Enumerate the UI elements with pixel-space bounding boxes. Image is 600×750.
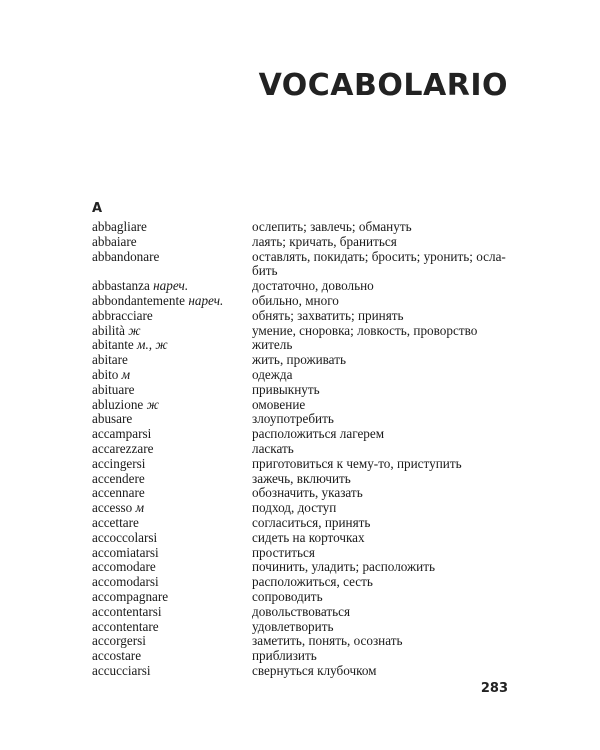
vocab-entry xyxy=(92,398,512,413)
vocab-term: abilità xyxy=(92,322,125,338)
vocabulary-list xyxy=(92,220,512,679)
vocab-term: abusare xyxy=(92,411,133,427)
vocab-entry xyxy=(92,324,512,339)
vocab-term: accarezzare xyxy=(92,440,154,456)
vocab-definition: приготовиться к чему-то, приступить xyxy=(252,455,462,471)
vocab-entry xyxy=(92,560,512,575)
vocab-term: accingersi xyxy=(92,455,146,471)
vocab-term: abito xyxy=(92,366,119,382)
page-title: VOCABOLARIO xyxy=(258,68,508,103)
vocab-entry xyxy=(92,250,512,280)
vocab-entry xyxy=(92,220,512,235)
vocab-entry xyxy=(92,279,512,294)
vocab-definition: зажечь, включить xyxy=(252,470,351,486)
vocab-definition: ласкать xyxy=(252,440,294,456)
vocab-entry xyxy=(92,427,512,442)
vocab-term: abbondantemente xyxy=(92,292,186,308)
vocab-definition: обильно, много xyxy=(252,292,339,308)
vocab-term-cell xyxy=(92,279,252,294)
vocab-definition: заметить, понять, осознать xyxy=(252,633,403,649)
vocab-definition: лаять; кричать, браниться xyxy=(252,233,397,249)
vocab-term-cell xyxy=(92,442,252,457)
vocab-term-cell xyxy=(92,457,252,472)
vocab-part-of-speech: м., ж xyxy=(137,337,168,353)
vocab-term-cell xyxy=(92,427,252,442)
vocab-part-of-speech: м xyxy=(121,366,131,382)
vocab-term-cell xyxy=(92,294,252,309)
vocab-definition: починить, уладить; расположить xyxy=(252,559,436,575)
vocab-term: accamparsi xyxy=(92,426,152,442)
vocab-definition: подход, доступ xyxy=(252,500,337,516)
vocab-entry xyxy=(92,383,512,398)
vocab-definition: довольствоваться xyxy=(252,603,351,619)
vocab-term-cell xyxy=(92,235,252,250)
vocab-term: accorgersi xyxy=(92,633,146,649)
vocab-term-cell xyxy=(92,412,252,427)
vocab-definition: обозначить, указать xyxy=(252,485,363,501)
vocab-definition: привыкнуть xyxy=(252,381,320,397)
vocab-definition: удовлетворить xyxy=(252,618,334,634)
vocab-term-cell xyxy=(92,531,252,546)
vocab-term-cell xyxy=(92,472,252,487)
vocab-term: accomiatarsi xyxy=(92,544,159,560)
vocab-entry xyxy=(92,531,512,546)
vocab-term: abbagliare xyxy=(92,219,147,234)
vocab-term-cell xyxy=(92,338,252,353)
vocab-term: accendere xyxy=(92,470,145,486)
vocab-entry xyxy=(92,338,512,353)
vocab-definition: умение, сноровка; ловкость, проворство xyxy=(252,322,478,338)
vocab-term: accesso xyxy=(92,500,133,516)
vocab-entry xyxy=(92,412,512,427)
vocab-term: abitante xyxy=(92,337,134,353)
vocab-term: abituare xyxy=(92,381,135,397)
vocab-definition: ослепить; завлечь; обмануть xyxy=(252,219,412,234)
vocab-term-cell xyxy=(92,575,252,590)
vocab-entry xyxy=(92,620,512,635)
vocab-part-of-speech: м xyxy=(135,500,144,516)
vocab-term-cell xyxy=(92,590,252,605)
vocab-part-of-speech: ж xyxy=(146,396,159,412)
vocab-term: accontentare xyxy=(92,618,159,634)
vocab-term: abbandonare xyxy=(92,248,160,264)
vocab-definition: житель xyxy=(252,337,293,353)
vocab-definition: свернуться клубочком xyxy=(252,662,377,678)
vocab-term: accomodarsi xyxy=(92,574,159,590)
vocab-entry xyxy=(92,294,512,309)
vocab-definition: одежда xyxy=(252,366,293,382)
vocab-definition: жить, проживать xyxy=(252,352,346,368)
vocab-definition: достаточно, довольно xyxy=(252,278,374,294)
vocab-term-cell xyxy=(92,664,252,679)
vocab-definition: обнять; захватить; принять xyxy=(252,307,404,323)
vocab-entry xyxy=(92,546,512,561)
vocab-term-cell xyxy=(92,383,252,398)
vocab-term: accucciarsi xyxy=(92,662,151,678)
vocab-term-cell xyxy=(92,501,252,516)
vocab-entry xyxy=(92,368,512,383)
vocab-entry xyxy=(92,442,512,457)
vocab-term-cell xyxy=(92,605,252,620)
vocab-term-cell xyxy=(92,486,252,501)
vocab-entry xyxy=(92,575,512,590)
vocab-term: accoccolarsi xyxy=(92,529,158,545)
vocab-part-of-speech: нареч. xyxy=(153,278,189,294)
vocab-entry xyxy=(92,664,512,679)
vocab-term: accettare xyxy=(92,514,139,530)
vocab-term-cell xyxy=(92,309,252,324)
vocab-term-cell xyxy=(92,620,252,635)
vocab-term: abbaiare xyxy=(92,233,137,249)
vocab-term-cell xyxy=(92,560,252,575)
page-number: 283 xyxy=(480,681,508,696)
vocab-part-of-speech: ж xyxy=(128,322,141,338)
vocab-term-cell xyxy=(92,220,252,235)
vocab-entry xyxy=(92,353,512,368)
vocab-term-cell xyxy=(92,353,252,368)
section-letter: A xyxy=(92,201,103,216)
vocab-entry xyxy=(92,309,512,324)
vocab-term-cell xyxy=(92,368,252,383)
vocab-term: accompagnare xyxy=(92,588,169,604)
vocab-term: accontentarsi xyxy=(92,603,162,619)
vocab-definition: согласиться, принять xyxy=(252,514,371,530)
vocab-entry xyxy=(92,457,512,472)
vocab-term-cell xyxy=(92,516,252,531)
vocab-definition: расположиться, сесть xyxy=(252,574,373,590)
vocab-entry xyxy=(92,649,512,664)
vocab-term: abbracciare xyxy=(92,307,153,323)
vocab-definition: омовение xyxy=(252,396,306,412)
vocab-term: accostare xyxy=(92,648,142,664)
vocab-entry xyxy=(92,501,512,516)
vocab-definition: проститься xyxy=(252,544,315,560)
vocab-term: abitare xyxy=(92,352,128,368)
vocab-term: abluzione xyxy=(92,396,144,412)
vocab-definition: оставлять, покидать; бросить; уронить; осла-бить xyxy=(252,248,506,279)
vocab-entry xyxy=(92,516,512,531)
vocab-term: abbastanza xyxy=(92,278,150,294)
vocab-entry xyxy=(92,605,512,620)
vocab-entry xyxy=(92,486,512,501)
vocab-definition: приблизить xyxy=(252,648,317,664)
vocab-entry xyxy=(92,472,512,487)
vocab-definition: сопроводить xyxy=(252,588,323,604)
vocab-definition: злоупотребить xyxy=(252,411,334,427)
vocab-entry xyxy=(92,590,512,605)
vocab-entry xyxy=(92,634,512,649)
vocab-term-cell xyxy=(92,546,252,561)
vocab-term-cell xyxy=(92,649,252,664)
vocab-term-cell xyxy=(92,250,252,280)
vocab-definition: сидеть на корточках xyxy=(252,529,365,545)
vocab-part-of-speech: нареч. xyxy=(188,292,224,308)
vocab-term-cell xyxy=(92,398,252,413)
vocab-definition: расположиться лагерем xyxy=(252,426,385,442)
vocab-term-cell xyxy=(92,634,252,649)
vocab-term-cell xyxy=(92,324,252,339)
vocab-entry xyxy=(92,235,512,250)
vocab-term: accennare xyxy=(92,485,145,501)
vocab-term: accomodare xyxy=(92,559,156,575)
